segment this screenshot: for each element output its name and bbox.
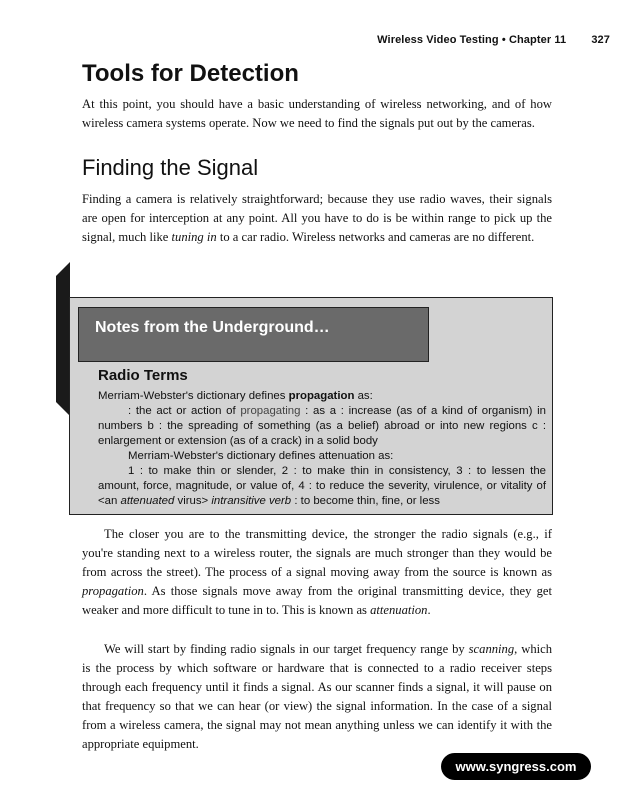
- sidebar-heading: Radio Terms: [98, 367, 188, 384]
- definition-2-body: 1 : to make thin or slender, 2 : to make thin in consistency, 3 : to lessen the amount, force, magnitude, or value of, 4 : to reduce the severity, virulence, or vitality of <an attenuated virus> intransitive verb : to become thin, fine, or less: [98, 465, 546, 507]
- section-heading-finding-the-signal: Finding the Signal: [82, 155, 259, 180]
- footer-url-badge[interactable]: www.syngress.com: [441, 753, 591, 780]
- section-heading-tools-for-detection: Tools for Detection: [82, 60, 299, 87]
- sidebar-banner: [78, 307, 429, 362]
- definition-1-intro: Merriam-Webster's dictionary defines propagation as:: [98, 390, 373, 402]
- intro-paragraph: At this point, you should have a basic understanding of wireless networking, and of how wireless camera systems operate. Now we need to find the signals put out by the cameras.: [82, 97, 552, 130]
- finding-signal-paragraph: Finding a camera is relatively straightforward; because they use radio waves, their signals are open for interception at any point. All you have to do is be within range to pick up the signal, much like tuning in to a car radio. Wireless networks and cameras are no different.: [82, 192, 552, 244]
- page-number: 327: [591, 34, 610, 46]
- body-paragraph-propagation: The closer you are to the transmitting device, the stronger the radio signals (e.g., if you're standing next to a wireless router, the signals are much stronger than they would be from across the street). The process of a signal moving away from the source is known as propagation. As those signals move away from the original transmitting device, they get weaker and more difficult to tune in to. This is known as attenuation.: [82, 527, 552, 617]
- running-head: [300, 34, 610, 46]
- running-head-separator: •: [501, 34, 506, 46]
- running-head-title: Wireless Video Testing: [377, 34, 499, 46]
- body-paragraph-scanning: We will start by finding radio signals in our target frequency range by scanning, which is the process by which software or hardware that is connected to a radio receiver steps through each frequency until it finds a signal. As our scanner finds a signal, it will pause on that frequency so that we can hear (or view) the signal information. In the case of a signal from a wireless camera, the signal may not mean anything unless we can identify it with the appropriate equipment.: [82, 642, 553, 751]
- running-head-chapter: Chapter 11: [508, 34, 567, 46]
- sidebar-banner-title: Notes from the Underground…: [95, 319, 330, 336]
- definition-2-intro: Merriam-Webster's dictionary defines attenuation as:: [128, 450, 394, 462]
- definition-1-body: : the act or action of propagating : as a : increase (as of a kind of organism) in numbers b : the spreading of something (as a belief) abroad or into new regions c : enlargement or extension (as of a crack) in a solid body: [98, 405, 546, 447]
- sidebar-body: [98, 389, 546, 509]
